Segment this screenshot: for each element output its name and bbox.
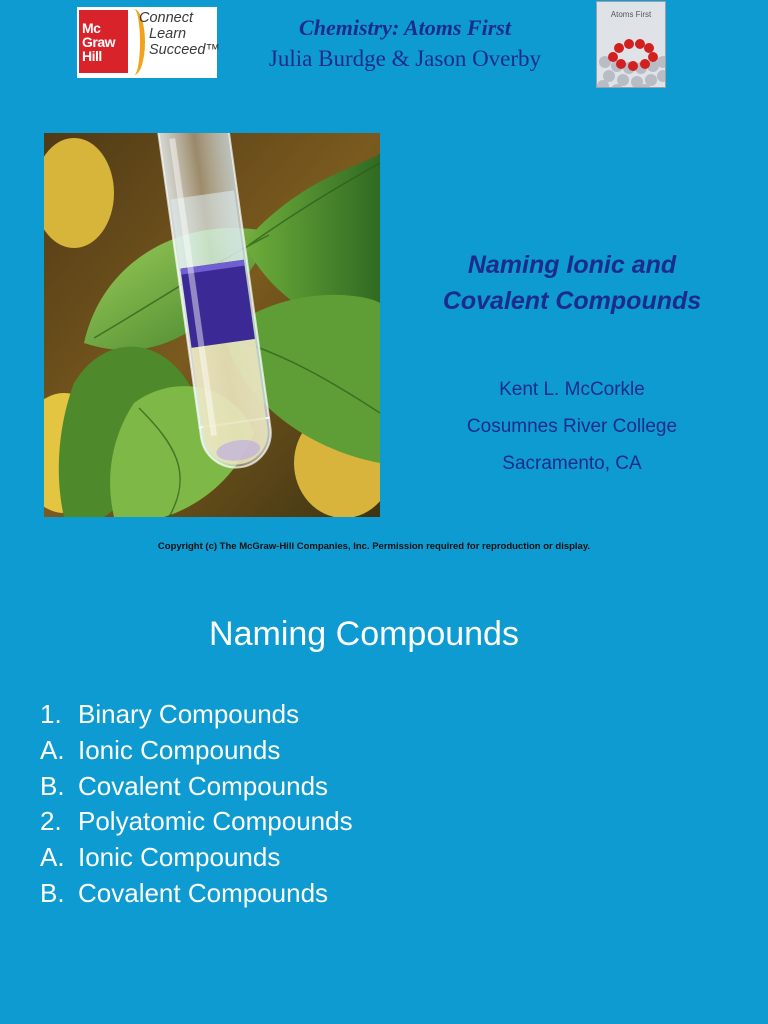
outline-item (40, 804, 353, 840)
outline-item (40, 840, 353, 876)
outline-marker: A. (40, 842, 65, 873)
book-authors: Julia Burdge & Jason Overby (268, 46, 542, 71)
presenter-location: Sacramento, CA (502, 453, 642, 474)
presentation-title (390, 247, 754, 319)
presentation-title-line: Covalent Compounds (442, 287, 702, 315)
logo-tagline-line: Learn (149, 26, 187, 42)
outline-item (40, 733, 353, 769)
copyright-notice: Copyright (c) The McGraw-Hill Companies, Inc. Permission required for reproduction or display. (157, 541, 591, 552)
logo-brand-line: Graw (82, 33, 116, 50)
book-cover-image (596, 1, 666, 88)
presenter-institution: Cosumnes River College (466, 416, 678, 437)
outline-item (40, 697, 353, 733)
topic-outline (40, 697, 353, 912)
outline-marker: 1. (40, 699, 62, 729)
logo-tagline-line: Connect (139, 10, 194, 26)
logo-brand-line: Hill (82, 47, 102, 64)
logo-tagline-line: Succeed™ (149, 42, 220, 58)
cover-title: Atoms First (610, 10, 652, 19)
outline-text: Covalent Compounds (78, 877, 329, 908)
outline-marker: 2. (40, 806, 62, 837)
outline-marker: A. (40, 734, 65, 765)
logo-brand-line: Mc (82, 19, 101, 36)
outline-text: Covalent Compounds (78, 770, 329, 801)
presenter-info (390, 376, 754, 487)
presenter-name: Kent L. McCorkle (499, 379, 645, 400)
book-title: Chemistry: Atoms First (299, 15, 511, 40)
mcgraw-hill-logo (77, 7, 220, 78)
presentation-title-line: Naming Ionic and (467, 251, 677, 279)
test-tube-photo (44, 133, 380, 517)
outline-text: Ionic Compounds (78, 842, 281, 873)
logo-badge (79, 10, 128, 73)
outline-marker: B. (40, 877, 65, 908)
outline-text: Binary Compounds (78, 699, 300, 729)
outline-text: Polyatomic Compounds (78, 806, 353, 837)
outline-item (40, 876, 353, 912)
outline-text: Ionic Compounds (78, 734, 281, 765)
slide-title: Naming Compounds (209, 615, 519, 653)
outline-marker: B. (40, 770, 65, 801)
logo-tagline (139, 10, 220, 58)
outline-item (40, 769, 353, 805)
